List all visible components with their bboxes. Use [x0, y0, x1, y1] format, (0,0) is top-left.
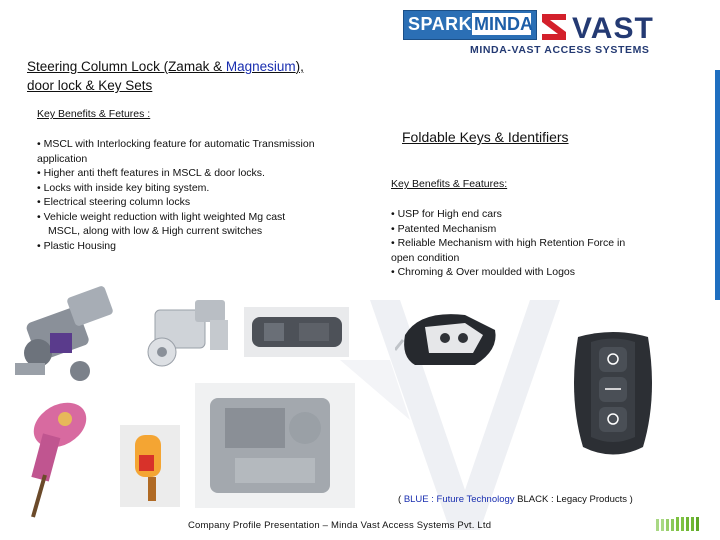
footer-green-bars-icon: [656, 517, 699, 531]
logo-subtitle: MINDA-VAST ACCESS SYSTEMS: [470, 44, 650, 56]
list-item: • Reliable Mechanism with high Retention Force in: [391, 237, 626, 249]
flip-key-image: [395, 305, 505, 375]
list-item: open condition: [391, 251, 460, 264]
accent-bar: [715, 70, 720, 300]
title-line1-post: ),: [295, 59, 304, 74]
vast-logo: [540, 10, 715, 42]
electrical-steering-lock-image: [195, 383, 355, 508]
steering-lock-image-2: [140, 290, 238, 380]
list-item: MSCL, along with low & High current switches: [48, 225, 263, 237]
list-item: • Plastic Housing: [37, 239, 116, 252]
smart-key-fob-image: [563, 327, 663, 462]
list-item: application: [37, 152, 88, 165]
list-item: • Electrical steering column locks: [37, 196, 191, 208]
list-item: • Vehicle weight reduction with light weighted Mg cast: [37, 210, 286, 223]
right-benefits-list: [391, 207, 691, 280]
title-line2: door lock & Key Sets: [27, 78, 153, 93]
spark-logo-text: SPARK: [408, 14, 473, 34]
technology-legend: [398, 494, 633, 505]
legend-open: (: [398, 494, 404, 505]
list-item: • MSCL with Interlocking feature for automatic Transmission: [37, 138, 315, 150]
list-item: • USP for High end cars: [391, 208, 502, 220]
right-benefits-heading: Key Benefits & Features:: [391, 178, 508, 190]
footer-text: Company Profile Presentation – Minda Vast Access Systems Pvt. Ltd: [188, 520, 492, 531]
legend-blue: BLUE : Future Technology: [403, 494, 515, 505]
list-item: • Higher anti theft features in MSCL & door locks.: [37, 167, 265, 179]
left-benefits-heading: Key Benefits & Fetures :: [37, 108, 151, 120]
list-item: • Locks with inside key biting system.: [37, 181, 210, 194]
lock-cylinder-image: [15, 395, 95, 520]
steering-lock-image-1: [10, 283, 125, 388]
svg-text:VAST: VAST: [572, 12, 654, 42]
slide-title: [27, 57, 304, 95]
title-highlight: Magnesium: [225, 59, 296, 74]
door-lock-image: [244, 307, 349, 357]
title-line1-pre: Steering Column Lock (Zamak &: [27, 59, 226, 74]
foldable-keys-heading: Foldable Keys & Identifiers: [402, 129, 569, 145]
key-blank-image: [120, 425, 180, 507]
minda-logo-text: MINDA: [474, 14, 533, 34]
list-item: • Patented Mechanism: [391, 222, 497, 235]
legend-black: BLACK : Legacy Products ): [514, 494, 633, 505]
list-item: • Chroming & Over moulded with Logos: [391, 266, 576, 278]
left-benefits-list: [37, 137, 367, 253]
